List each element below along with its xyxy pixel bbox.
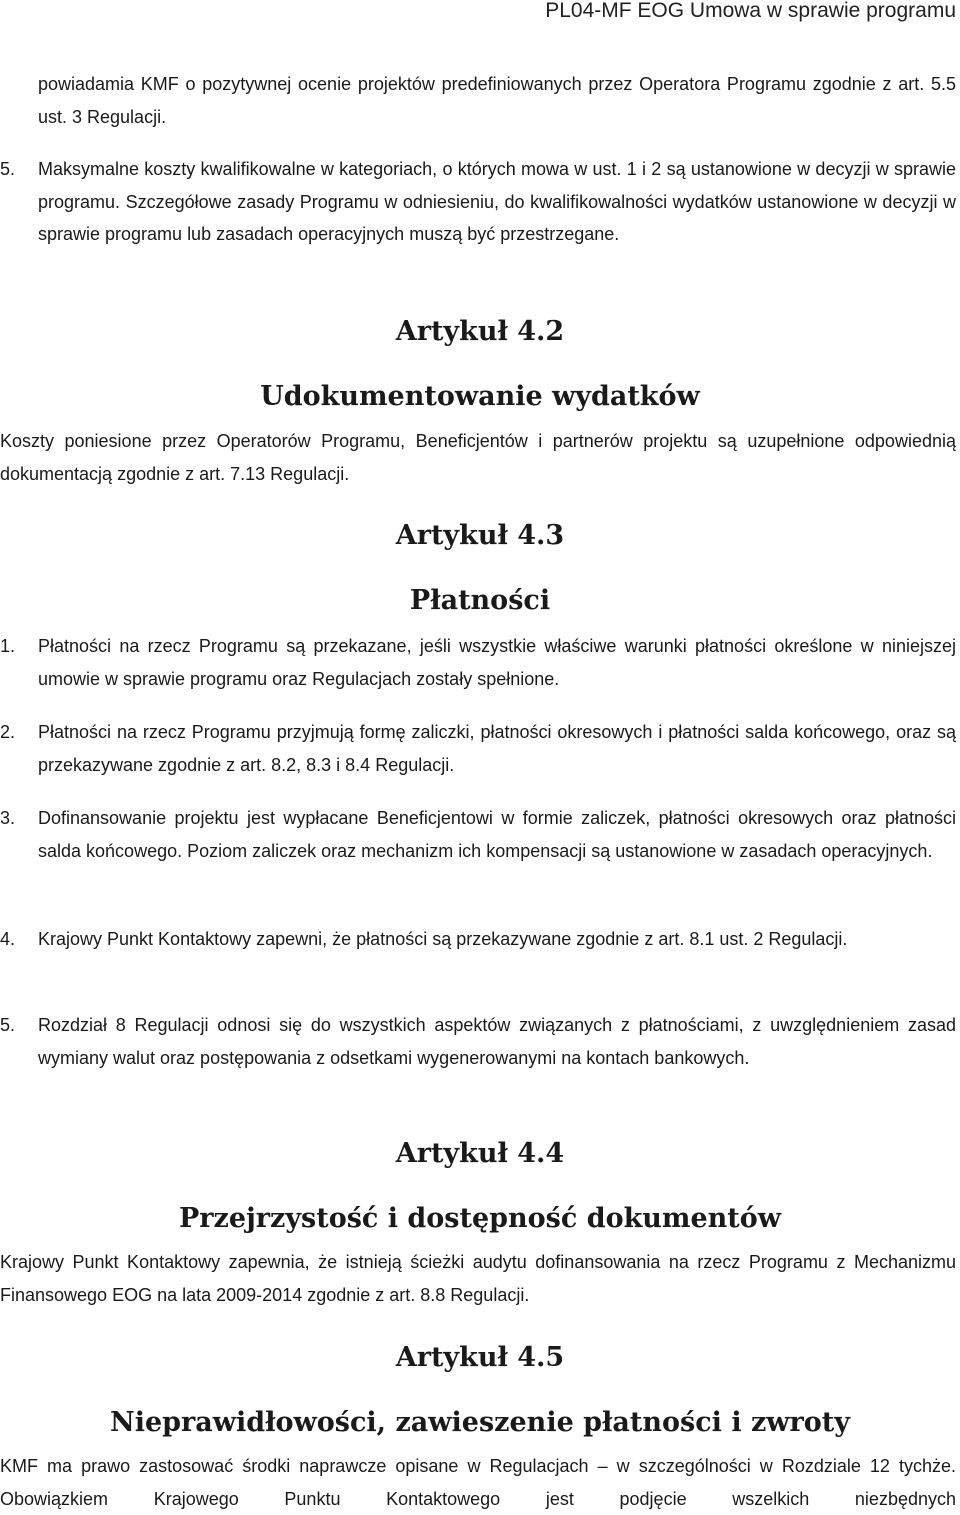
list-item-text: Rozdział 8 Regulacji odnosi się do wszystkich aspektów związanych z płatnościami, z uwzględnieniem zasad wymiany walut oraz postępowania z odsetkami wygenerowanymi na kontach bankowych. [38,1015,956,1068]
list-item-text: Płatności na rzecz Programu przyjmują formę zaliczki, płatności okresowych i płatności salda końcowego, oraz są przekazywane zgodnie z art. 8.2, 8.3 i 8.4 Regulacji. [38,722,956,775]
article-body: Koszty poniesione przez Operatorów Programu, Beneficjentów i partnerów projektu są uzupełnione odpowiednią dokumentacją zgodnie z art. 7.13 Regulacji. [0,431,956,484]
article-heading: Artykuł 4.2 [395,316,565,347]
list-number: 4. [0,929,16,949]
running-header: PL04-MF EOG Umowa w sprawie programu [545,0,956,22]
article-title: Nieprawidłowości, zawieszenie płatności i zwroty [110,1407,850,1438]
list-item-text: Płatności na rzecz Programu są przekazane, jeśli wszystkie właściwe warunki płatności określone w niniejszej umowie w sprawie programu oraz Regulacjach zostały spełnione. [38,636,956,689]
article-heading: Artykuł 4.4 [395,1138,565,1169]
continuation-paragraph: powiadamia KMF o pozytywnej ocenie projektów predefiniowanych przez Operatora Programu zgodnie z art. 5.5 ust. 3 Regulacji. [38,74,956,127]
list-item-text: Krajowy Punkt Kontaktowy zapewni, że płatności są przekazywane zgodnie z art. 8.1 ust. 2 Regulacji. [38,929,848,949]
article-body: Krajowy Punkt Kontaktowy zapewnia, że istnieją ścieżki audytu dofinansowania na rzecz Programu z Mechanizmu Finansowego EOG na lata 2009-2014 zgodnie z art. 8.8 Regulacji. [0,1252,956,1305]
list-item-text: Maksymalne koszty kwalifikowalne w kategoriach, o których mowa w ust. 1 i 2 są ustanowione w decyzji w sprawie programu. Szczegółowe zasady Programu w odniesieniu, do kwalifikowalności wydatków ustanowione w decyzji w sprawie programu lub zasadach operacyjnych muszą być przestrzegane. [38,159,956,244]
list-item-text: Dofinansowanie projektu jest wypłacane Beneficjentowi w formie zaliczek, płatności okresowych oraz płatności salda końcowego. Poziom zaliczek oraz mechanizm ich kompensacji są ustanowione w zasadach operacyjnych. [38,808,956,861]
list-number: 5. [0,1015,16,1035]
article-title: Udokumentowanie wydatków [260,381,700,412]
list-number: 5. [0,159,16,179]
article-body: KMF ma prawo zastosować środki naprawcze opisane w Regulacjach – w szczególności w Rozdziale 12 tychże. Obowiązkiem Krajowego Punktu Kontaktowego jest podjęcie wszelkich niezbędnych [0,1456,956,1509]
article-heading: Artykuł 4.5 [395,1342,565,1373]
article-heading: Artykuł 4.3 [395,520,565,551]
article-title: Płatności [409,585,551,616]
list-number: 3. [0,808,16,828]
article-title: Przejrzystość i dostępność dokumentów [178,1203,782,1234]
list-number: 2. [0,722,16,742]
list-number: 1. [0,636,16,656]
